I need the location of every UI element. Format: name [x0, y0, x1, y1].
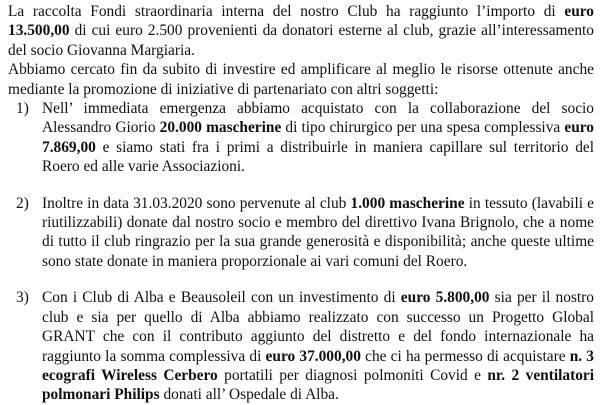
item-text: che ci ha permesso di acquistare — [360, 347, 570, 365]
ultrasound-devices: n. 3 ecografi Wireless Cerbero — [42, 347, 595, 384]
intro-paragraph-partnership — [8, 60, 594, 99]
investment-amount: euro 5.800,00 — [400, 289, 490, 307]
intro-paragraph-fundraising — [8, 2, 594, 60]
item-text: Inoltre in data 31.03.2020 sono pervenute al club — [42, 194, 351, 212]
item-text: portatili per diagnosi polmoniti Covid e — [217, 366, 488, 384]
amount-total-raised: euro 13.500,00 — [8, 3, 594, 40]
item-text: e siamo stati fra i primi a distribuirle in maniera capillare sul territorio del Roero ed alle varie Associazioni. — [42, 138, 594, 176]
masks-cost: euro 7.869,00 — [42, 119, 594, 156]
intro-section — [8, 2, 594, 99]
intro-text: Abbiamo cercato fin da subito di investire ed amplificare al meglio le risorse ottenute anche mediante la promozione di iniziative di partenariato con altri soggetti: — [8, 61, 594, 98]
ventilators: nr. 2 ventilatori polmonari Philips — [42, 366, 595, 404]
list-number: 3) — [16, 289, 29, 307]
item-text: Con i Club di Alba e Beausoleil con un investimento di — [42, 289, 401, 307]
list-item — [8, 288, 594, 404]
initiatives-list — [8, 99, 594, 405]
intro-text: La raccolta Fondi straordinaria interna del nostro Club ha raggiunto l’importo di — [8, 3, 565, 20]
masks-quantity: 20.000 mascherine — [159, 119, 282, 137]
item-text: Nell’ immediata emergenza abbiamo acquistato con la collaborazione del socio Alessandro Giorio — [42, 100, 594, 137]
intro-text: di cui euro 2.500 provenienti da donatori esterne al club, grazie all’interessamento del socio Giovanna Margiaria. — [8, 22, 594, 59]
item-text: di tipo chirurgico per una spesa complessiva — [281, 119, 565, 137]
item-text: in tessuto (lavabili e riutilizzabili) donate dal nostro socio e membro del direttivo Ivana Brignolo, che a nome di tutto il club ringrazio per la sua grande generosità e disponibilità; anche queste ultime sono state donate in maniera proporzionale ai vari comuni del Roero. — [42, 194, 594, 270]
list-item — [8, 194, 594, 272]
list-number: 2) — [16, 194, 29, 212]
item-text: sia per il nostro club e sia per quello di Alba abbiamo realizzato con successo un Progetto Global GRANT che con il contributo aggiunto del distretto e del fondo internazionale ha raggiunto la somma complessiva di — [42, 289, 595, 365]
list-item — [8, 99, 594, 177]
item-text: donati all’ Ospedale di Alba. — [159, 386, 339, 404]
grant-total-amount: euro 37.000,00 — [265, 347, 361, 365]
fabric-masks-quantity: 1.000 mascherine — [350, 194, 465, 212]
list-number: 1) — [16, 100, 29, 118]
